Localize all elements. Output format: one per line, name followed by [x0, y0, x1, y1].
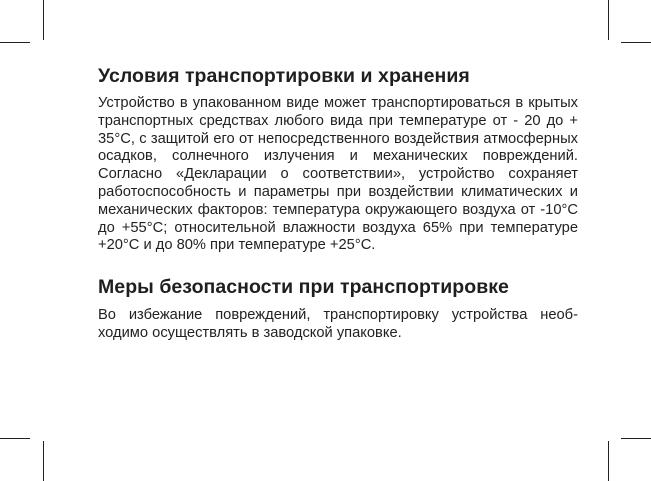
crop-mark-top-right-vertical	[608, 0, 609, 40]
crop-mark-top-left-vertical	[43, 0, 44, 40]
crop-mark-bottom-right-horizontal	[621, 438, 651, 439]
crop-mark-bottom-right-vertical	[608, 441, 609, 481]
document-page	[98, 64, 578, 343]
section-title-transport-safety: Меры безопасности при транспортировке	[98, 276, 509, 299]
section-title-transport-storage: Условия транспортировки и хранения	[98, 65, 470, 87]
section-body-transport-safety: Во избежание повреждений, транспортировку устройства необходимо осуществлять в заводской упаковке.	[98, 307, 578, 341]
crop-mark-bottom-left-horizontal	[0, 438, 30, 439]
crop-mark-top-left-horizontal	[0, 42, 30, 43]
crop-mark-bottom-left-vertical	[43, 441, 44, 481]
section-body-transport-storage: Устройство в упакованном виде может транспортироваться в крытых транспортных средствах любого вида при температуре от - 20 до + 35°С, с защитой его от непосредственного воздействия атмосферных осадков, солнечного излучения и механических повреждений. Согласно «Декларации о соответствии», устройство сохраняет работоспособность и параметры при воздействии климатических и механических факторов: температура окружающего воздуха от -10°С до +55°С; относительной влажности воздуха 65% при температуре +20°С и до 80% при температуре +25°С.	[98, 95, 578, 254]
crop-mark-top-right-horizontal	[621, 42, 651, 43]
